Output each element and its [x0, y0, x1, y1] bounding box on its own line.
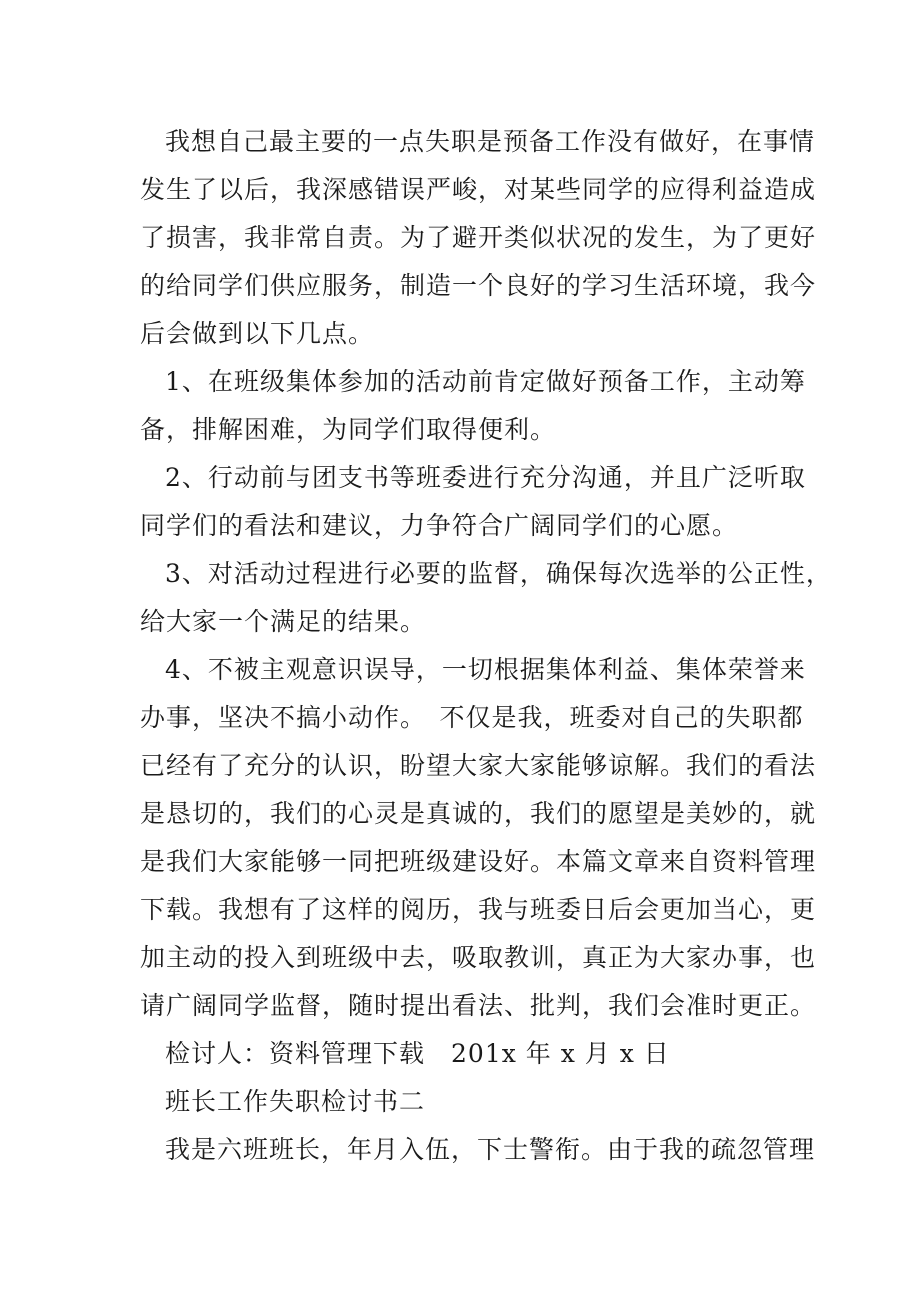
- list-item-2: 2、行动前与团支书等班委进行充分沟通，并且广泛听取: [165, 463, 806, 492]
- signature-line: 检讨人：资料管理下载 201x 年 x 月 x 日: [165, 1039, 670, 1068]
- text-line: 下载。我想有了这样的阅历，我与班委日后会更加当心，更: [140, 895, 817, 924]
- text-line: 同学们的看法和建议，力争符合广阔同学们的心愿。: [140, 511, 739, 540]
- text-line: 后会做到以下几点。: [140, 319, 375, 348]
- text-line: 我想自己最主要的一点失职是预备工作没有做好，在事情: [165, 127, 816, 156]
- text-line: 加主动的投入到班级中去，吸取教训，真正为大家办事，也: [140, 943, 817, 972]
- text-line: 请广阔同学监督，随时提出看法、批判，我们会准时更正。: [140, 991, 817, 1020]
- text-line: 办事，坚决不搞小动作。 不仅是我，班委对自己的失职都: [140, 703, 804, 732]
- list-item-4: 4、不被主观意识误导，一切根据集体利益、集体荣誉来: [165, 655, 806, 684]
- text-line: 是我们大家能够一同把班级建设好。本篇文章来自资料管理: [140, 847, 817, 876]
- text-line: 已经有了充分的认识，盼望大家大家能够谅解。我们的看法: [140, 751, 817, 780]
- list-item-3: 3、对活动过程进行必要的监督，确保每次选举的公正性，: [165, 559, 832, 588]
- text-line: 是恳切的，我们的心灵是真诚的，我们的愿望是美妙的，就: [140, 799, 817, 828]
- section-title: 班长工作失职检讨书二: [165, 1087, 426, 1116]
- text-line: 我是六班班长，年月入伍，下士警衔。由于我的疏忽管理: [165, 1135, 816, 1164]
- text-line: 了损害，我非常自责。为了避开类似状况的发生，为了更好: [140, 223, 817, 252]
- text-line: 发生了以后，我深感错误严峻，对某些同学的应得利益造成: [140, 175, 817, 204]
- text-line: 的给同学们供应服务，制造一个良好的学习生活环境，我今: [140, 271, 817, 300]
- text-line: 备，排解困难，为同学们取得便利。: [140, 415, 557, 444]
- text-line: 给大家一个满足的结果。: [140, 607, 427, 636]
- list-item-1: 1、在班级集体参加的活动前肯定做好预备工作，主动筹: [165, 367, 806, 396]
